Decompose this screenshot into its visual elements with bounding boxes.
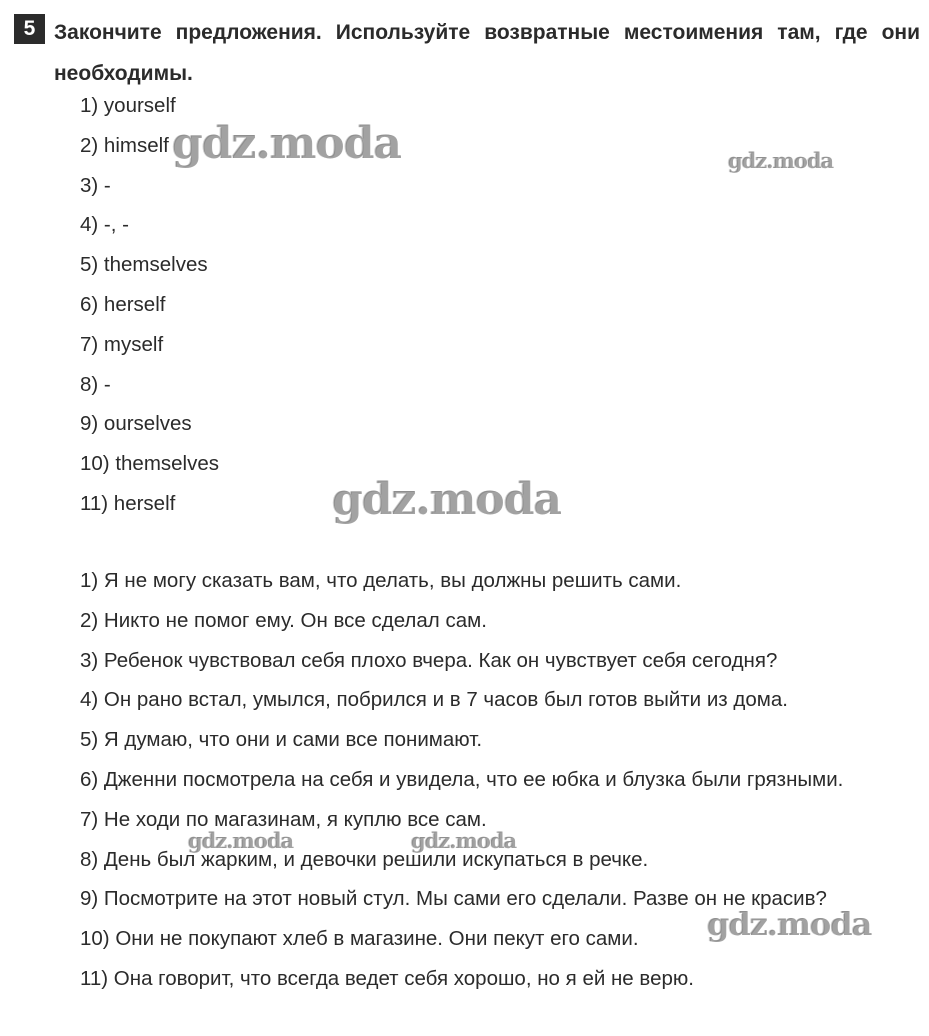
answer-item: 3) - bbox=[80, 173, 111, 197]
answer-item: 4) -, - bbox=[80, 213, 129, 237]
watermark-logo: gdz.moda bbox=[411, 828, 517, 853]
translation-item: 1) Я не могу сказать вам, что делать, вы должны решить сами. bbox=[80, 569, 682, 592]
translation-item: 9) Посмотрите на этот новый стул. Мы сами его сделали. Разве он не красив? bbox=[80, 887, 827, 911]
task-title: Закончите предложения. Используйте возвратные местоимения там, где они необходимы. bbox=[54, 21, 920, 85]
task-number-badge: 5 bbox=[14, 14, 45, 44]
watermark-logo: gdz.moda bbox=[728, 148, 834, 173]
translation-item: 8) День был жарким, и девочки решили искупаться в речке. bbox=[80, 847, 649, 871]
answer-item: 1) yourself bbox=[80, 94, 176, 117]
translation-item: 3) Ребенок чувствовал себя плохо вчера. Как он чувствует себя сегодня? bbox=[80, 648, 778, 672]
translation-item: 2) Никто не помог ему. Он все сделал сам. bbox=[80, 608, 487, 632]
answer-item: 10) themselves bbox=[80, 452, 220, 476]
translation-item: 11) Она говорит, что всегда ведет себя хорошо, но я ей не верю. bbox=[80, 966, 694, 990]
answer-item: 11) herself bbox=[80, 491, 176, 515]
watermark-logo: gdz.moda bbox=[188, 828, 294, 853]
answer-item: 2) himself bbox=[80, 133, 169, 157]
answers-list bbox=[80, 86, 219, 524]
translation-item: 5) Я думаю, что они и сами все понимают. bbox=[80, 728, 483, 752]
translation-item: 6) Дженни посмотрела на себя и увидела, что ее юбка и блузка были грязными. bbox=[80, 767, 844, 791]
answer-item: 7) myself bbox=[80, 332, 164, 356]
answer-item: 5) themselves bbox=[80, 253, 208, 277]
watermark-logo: gdz.moda bbox=[707, 905, 872, 943]
answer-item: 9) ourselves bbox=[80, 412, 192, 436]
watermark-logo: gdz.moda bbox=[172, 118, 402, 169]
watermark-logo: gdz.moda bbox=[332, 474, 562, 525]
translation-item: 4) Он рано встал, умылся, побрился и в 7 часов был готов выйти из дома. bbox=[80, 688, 788, 712]
answer-item: 6) herself bbox=[80, 292, 166, 316]
translation-item: 7) Не ходи по магазинам, я куплю все сам. bbox=[80, 807, 487, 831]
answer-item: 8) - bbox=[80, 372, 111, 396]
translations-list bbox=[80, 561, 843, 999]
translation-item: 10) Они не покупают хлеб в магазине. Они пекут его сами. bbox=[80, 927, 639, 951]
